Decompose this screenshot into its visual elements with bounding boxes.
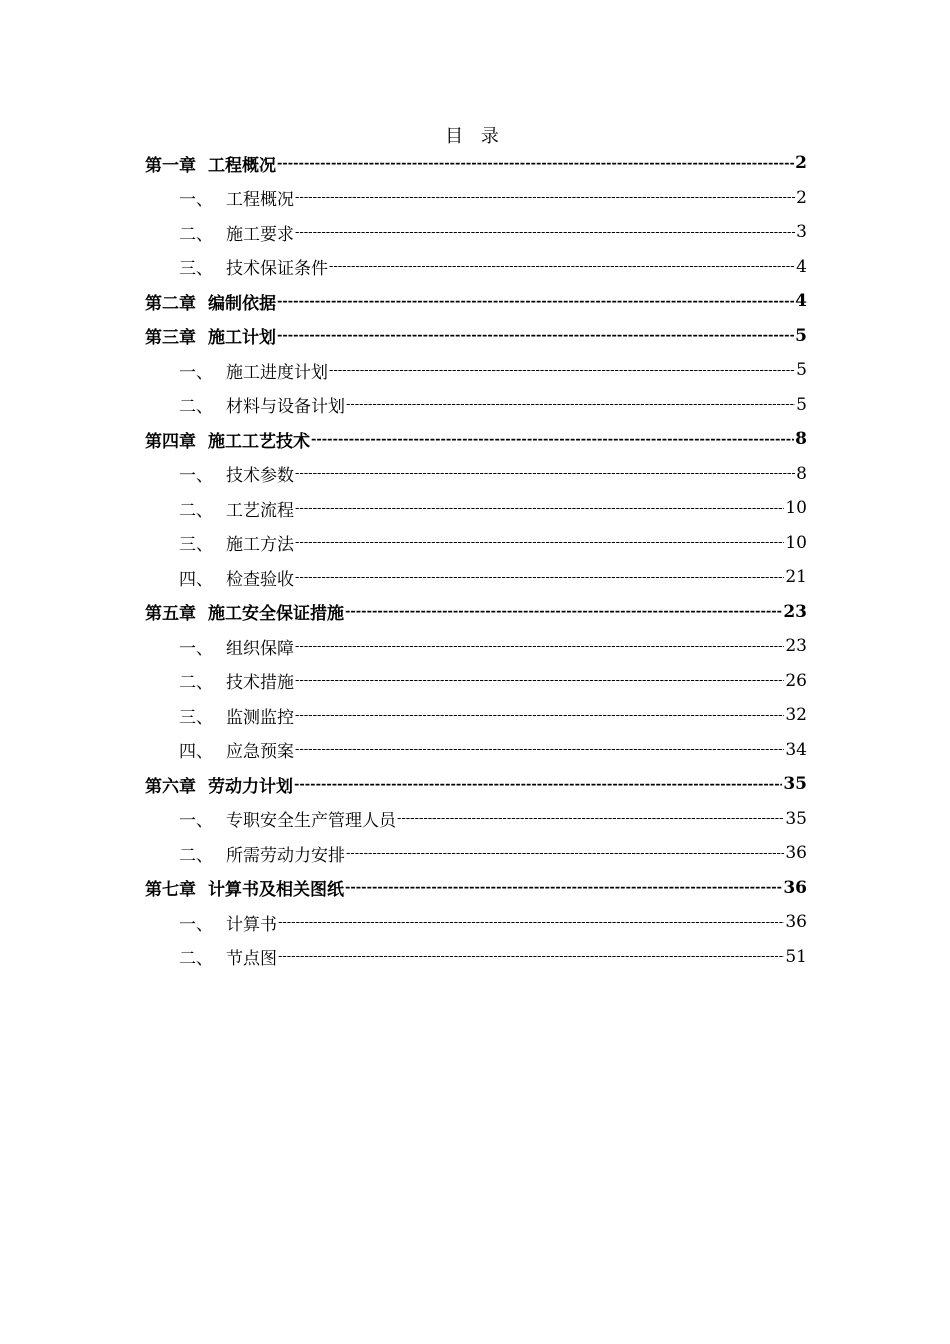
toc-entry-label: 检查验收 (226, 569, 294, 590)
toc-entry-number: 三、 (179, 707, 213, 728)
toc-entry-label: 施工要求 (226, 224, 294, 245)
toc-entry-label: 节点图 (226, 949, 277, 970)
toc-dot-leader (278, 949, 784, 964)
toc-entry-number: 二、 (179, 500, 213, 521)
toc-dot-leader (346, 846, 784, 861)
toc-entry-number: 二、 (179, 224, 213, 245)
toc-entry-number: 二、 (179, 397, 213, 418)
toc-dot-leader (346, 397, 795, 412)
toc-section-entry[interactable] (145, 526, 807, 561)
toc-entry-label: 材料与设备计划 (226, 397, 345, 418)
toc-chapter-entry[interactable] (145, 284, 807, 319)
toc-page-number: 51 (785, 946, 807, 967)
toc-dot-leader (329, 363, 795, 378)
toc-page-number: 10 (785, 532, 807, 553)
toc-entry-label: 组织保障 (226, 638, 294, 659)
toc-entry-label: 施工工艺技术 (208, 431, 310, 452)
toc-chapter-entry[interactable] (145, 595, 807, 630)
toc-entry-number: 一、 (179, 190, 213, 211)
toc-entry-number: 第七章 (145, 880, 196, 901)
toc-section-entry[interactable] (145, 491, 807, 526)
toc-page-number: 4 (795, 291, 807, 312)
toc-section-entry[interactable] (145, 250, 807, 285)
toc-page-number: 34 (785, 739, 807, 760)
toc-page-number: 23 (783, 601, 807, 622)
toc-chapter-entry[interactable] (145, 146, 807, 181)
toc-dot-leader (345, 604, 782, 619)
toc-section-entry[interactable] (145, 940, 807, 975)
toc-dot-leader (329, 259, 795, 274)
toc-page-number: 5 (795, 325, 807, 346)
toc-entry-number: 三、 (179, 535, 213, 556)
toc-page-number: 4 (796, 256, 807, 277)
toc-entry-label: 专职安全生产管理人员 (226, 811, 396, 832)
toc-page-number: 10 (785, 498, 807, 519)
toc-dot-leader (295, 708, 784, 723)
toc-entry-number: 第二章 (145, 293, 196, 314)
toc-entry-number: 一、 (179, 638, 213, 659)
toc-entry-number: 一、 (179, 811, 213, 832)
toc-entry-label: 施工安全保证措施 (208, 604, 344, 625)
toc-page-number: 2 (796, 187, 807, 208)
toc-page-number: 23 (785, 636, 807, 657)
toc-entry-label: 施工计划 (208, 328, 276, 349)
toc-entry-number: 二、 (179, 673, 213, 694)
toc-entry-number: 四、 (179, 742, 213, 763)
toc-chapter-entry[interactable] (145, 319, 807, 354)
toc-entry-number: 第一章 (145, 155, 196, 176)
toc-entry-number: 二、 (179, 949, 213, 970)
toc-entry-label: 应急预案 (226, 742, 294, 763)
toc-dot-leader (295, 639, 784, 654)
toc-page-number: 32 (785, 705, 807, 726)
toc-page-number: 3 (796, 222, 807, 243)
toc-section-entry[interactable] (145, 733, 807, 768)
toc-entry-label: 劳动力计划 (208, 776, 293, 797)
toc-dot-leader (295, 466, 795, 481)
toc-entry-number: 一、 (179, 466, 213, 487)
toc-entry-label: 所需劳动力安排 (226, 845, 345, 866)
toc-dot-leader (295, 673, 784, 688)
toc-title: 目 录 (445, 126, 505, 147)
toc-section-entry[interactable] (145, 353, 807, 388)
toc-dot-leader (295, 225, 795, 240)
toc-entry-number: 四、 (179, 569, 213, 590)
toc-page-number: 8 (795, 429, 807, 450)
toc-page-number: 8 (796, 463, 807, 484)
toc-section-entry[interactable] (145, 215, 807, 250)
toc-section-entry[interactable] (145, 698, 807, 733)
toc-entry-number: 第四章 (145, 431, 196, 452)
toc-entry-label: 技术措施 (226, 673, 294, 694)
toc-page-number: 35 (785, 808, 807, 829)
toc-section-entry[interactable] (145, 181, 807, 216)
toc-section-entry[interactable] (145, 629, 807, 664)
toc-dot-leader (397, 811, 784, 826)
toc-page-number: 36 (785, 843, 807, 864)
toc-page-number: 5 (796, 360, 807, 381)
toc-list (145, 146, 807, 974)
toc-entry-label: 工程概况 (208, 155, 276, 176)
toc-entry-number: 一、 (179, 914, 213, 935)
toc-chapter-entry[interactable] (145, 767, 807, 802)
toc-dot-leader (345, 880, 782, 895)
toc-entry-number: 三、 (179, 259, 213, 280)
toc-page-number: 36 (785, 912, 807, 933)
toc-dot-leader (278, 915, 784, 930)
toc-dot-leader (295, 535, 784, 550)
toc-page-number: 35 (783, 774, 807, 795)
toc-entry-label: 计算书 (226, 914, 277, 935)
toc-page-number: 36 (783, 877, 807, 898)
toc-entry-label: 施工方法 (226, 535, 294, 556)
toc-dot-leader (277, 156, 794, 171)
toc-dot-leader (295, 742, 784, 757)
toc-entry-label: 工艺流程 (226, 500, 294, 521)
toc-chapter-entry[interactable] (145, 871, 807, 906)
toc-entry-label: 工程概况 (226, 190, 294, 211)
toc-dot-leader (295, 570, 784, 585)
toc-entry-label: 编制依据 (208, 293, 276, 314)
toc-section-entry[interactable] (145, 905, 807, 940)
toc-page-number: 21 (785, 567, 807, 588)
toc-dot-leader (311, 432, 794, 447)
toc-page-number: 5 (796, 394, 807, 415)
toc-entry-number: 第三章 (145, 328, 196, 349)
toc-dot-leader (277, 294, 794, 309)
toc-dot-leader (295, 190, 795, 205)
toc-section-entry[interactable] (145, 664, 807, 699)
toc-page-number: 26 (785, 670, 807, 691)
toc-dot-leader (277, 328, 794, 343)
toc-page-number: 2 (795, 153, 807, 174)
toc-entry-label: 计算书及相关图纸 (208, 880, 344, 901)
toc-entry-number: 二、 (179, 845, 213, 866)
toc-entry-label: 施工进度计划 (226, 362, 328, 383)
toc-entry-label: 技术保证条件 (226, 259, 328, 280)
toc-section-entry[interactable] (145, 802, 807, 837)
toc-entry-label: 监测监控 (226, 707, 294, 728)
toc-section-entry[interactable] (145, 388, 807, 423)
toc-section-entry[interactable] (145, 457, 807, 492)
toc-section-entry[interactable] (145, 560, 807, 595)
toc-dot-leader (295, 501, 784, 516)
toc-entry-label: 技术参数 (226, 466, 294, 487)
toc-entry-number: 第六章 (145, 776, 196, 797)
toc-entry-number: 第五章 (145, 604, 196, 625)
toc-section-entry[interactable] (145, 836, 807, 871)
toc-dot-leader (294, 777, 782, 792)
toc-chapter-entry[interactable] (145, 422, 807, 457)
toc-entry-number: 一、 (179, 362, 213, 383)
